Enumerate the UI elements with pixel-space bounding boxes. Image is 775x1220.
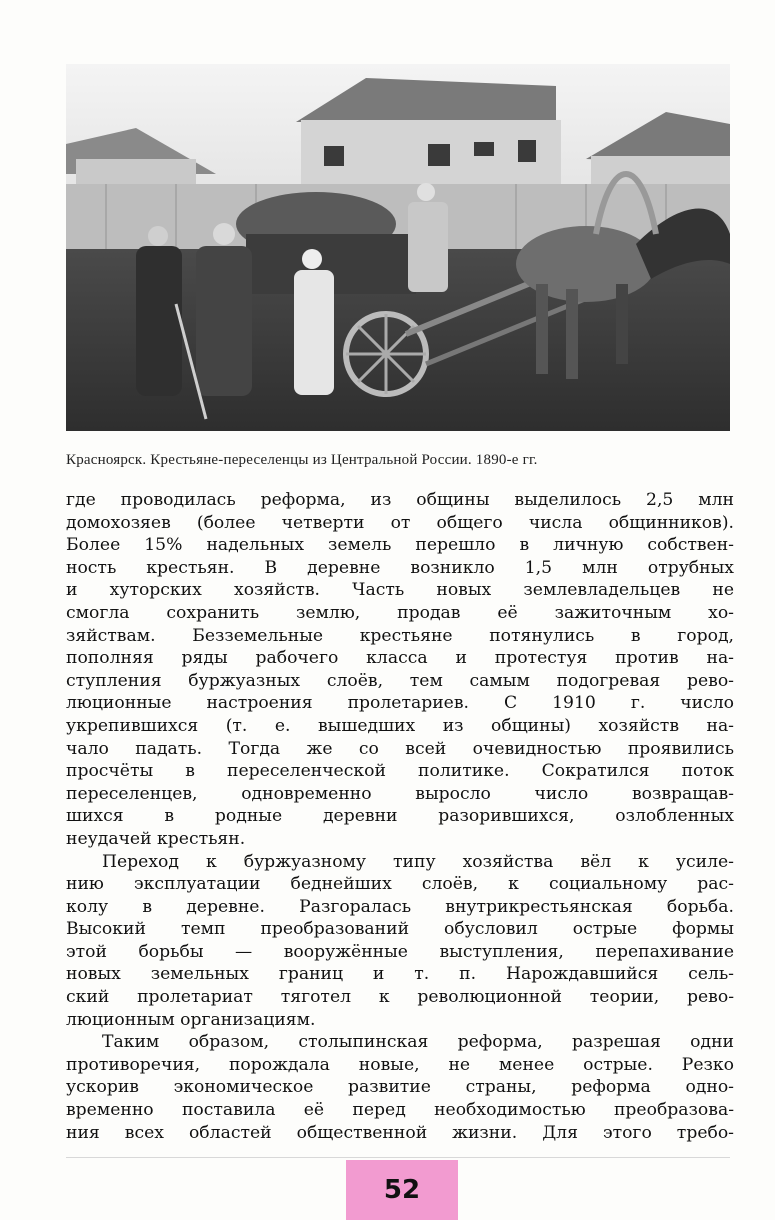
text-line: домохозяев (более четверти от общего числа общинников).	[66, 512, 734, 533]
text-line: колу в деревне. Разгоралась внутрикрестьянская борьба.	[66, 896, 734, 917]
footer-divider	[66, 1157, 730, 1158]
text-line: временно поставила её перед необходимостью преобразова-	[66, 1100, 734, 1121]
paragraph-2	[66, 851, 734, 1032]
text-line: Переход к буржуазному типу хозяйства вёл к усиле-	[102, 851, 734, 872]
text-line: ускорив экономическое развитие страны, реформа одно-	[66, 1077, 734, 1098]
text-line: Таким образом, столыпинская реформа, разрешая одни	[102, 1032, 734, 1053]
text-line: ступления буржуазных слоёв, тем самым подогревая рево-	[66, 670, 734, 691]
text-line: ность крестьян. В деревне возникло 1,5 млн отрубных	[66, 557, 734, 578]
text-line: противоречия, порождала новые, не менее острые. Резко	[66, 1054, 734, 1075]
historical-photo	[66, 64, 730, 431]
text-line: ский пролетариат тяготел к революционной теории, рево-	[66, 987, 734, 1008]
text-line: неудачей крестьян.	[66, 828, 246, 849]
text-line: Более 15% надельных земель перешло в личную собствен-	[66, 535, 734, 556]
text-line: переселенцев, одновременно выросло число возвращав-	[66, 783, 734, 804]
text-line: люционные настроения пролетариев. С 1910 г. число	[66, 693, 734, 714]
text-line: и хуторских хозяйств. Часть новых землевладельцев не	[66, 580, 734, 601]
text-line: люционным организациям.	[66, 1009, 316, 1030]
text-line: новых земельных границ и т. п. Нарождавшийся сель-	[66, 964, 734, 985]
text-line: укрепившихся (т. е. вышедших из общины) хозяйств на-	[66, 715, 734, 736]
text-line: нию эксплуатации беднейших слоёв, к социальному рас-	[66, 874, 734, 895]
paragraph-3	[66, 1031, 734, 1144]
text-line: этой борьбы — вооружённые выступления, перепахивание	[66, 941, 734, 962]
text-line: смогла сохранить землю, продав её зажиточным хо-	[66, 602, 734, 623]
photo-caption: Красноярск. Крестьяне-переселенцы из Центральной России. 1890-е гг.	[66, 452, 538, 468]
text-line: Высокий темп преобразований обусловил острые формы	[66, 919, 734, 940]
text-line: где проводилась реформа, из общины выделилось 2,5 млн	[66, 490, 734, 510]
text-line: зяйствам. Безземельные крестьяне потянулись в город,	[66, 625, 734, 646]
article-body	[66, 489, 734, 1144]
text-line: просчёты в переселенческой политике. Сократился поток	[66, 761, 734, 782]
text-line: пополняя ряды рабочего класса и протестуя против на-	[66, 648, 734, 669]
text-line: чало падать. Тогда же со всей очевидностью проявились	[66, 738, 734, 759]
paragraph-1	[66, 489, 734, 851]
photo-peasant-settlers-image	[66, 64, 730, 431]
text-line: ния всех областей общественной жизни. Для этого требо-	[66, 1122, 734, 1143]
text-line: шихся в родные деревни разорившихся, озлобленных	[66, 806, 734, 827]
page-number-badge	[346, 1160, 458, 1220]
page-number: 52	[383, 1175, 421, 1205]
